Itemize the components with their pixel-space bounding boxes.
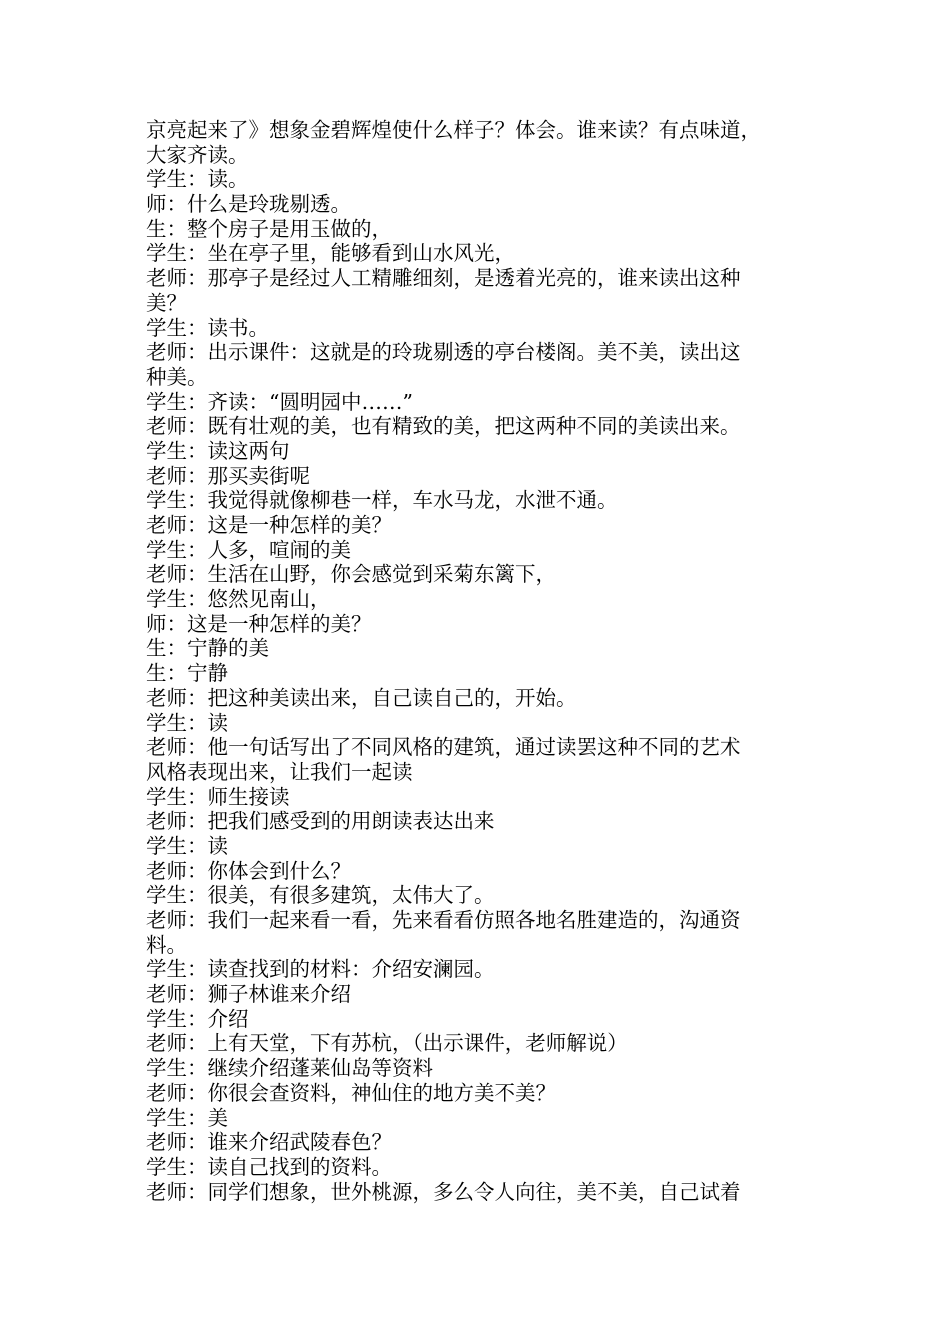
text-line: 老师：那买卖街呢 [146, 463, 310, 488]
text-line: 老师：同学们想象，世外桃源，多么令人向往，美不美，自己试着 [146, 1179, 741, 1204]
text-line: 学生：读查找到的材料：介绍安澜园。 [146, 957, 495, 982]
text-line: 老师：出示课件：这就是的玲珑剔透的亭台楼阁。美不美，读出这 [146, 340, 741, 365]
text-line: 美？ [146, 290, 187, 315]
text-line: 学生：继续介绍蓬莱仙岛等资料 [146, 1056, 433, 1081]
text-line: 老师：上有天堂，下有苏杭，（出示课件，老师解说） [146, 1031, 628, 1056]
text-line: 学生：人多，喧闹的美 [146, 537, 351, 562]
text-line: 生：宁静的美 [146, 636, 269, 661]
text-line: 学生：很美，有很多建筑，太伟大了。 [146, 883, 495, 908]
text-line: 生：整个房子是用玉做的， [146, 216, 392, 241]
text-line: 风格表现出来，让我们一起读 [146, 759, 413, 784]
text-line: 学生：我觉得就像柳巷一样，车水马龙，水泄不通。 [146, 488, 618, 513]
text-line: 老师：生活在山野，你会感觉到采菊东篱下， [146, 562, 556, 587]
text-line: 种美。 [146, 364, 208, 389]
text-line: 老师：你体会到什么？ [146, 858, 351, 883]
text-line: 学生：悠然见南山， [146, 587, 331, 612]
text-line: 学生：读书。 [146, 315, 269, 340]
text-line: 学生：介绍 [146, 1006, 249, 1031]
text-line: 料。 [146, 932, 187, 957]
text-line: 老师：把我们感受到的用朗读表达出来 [146, 809, 495, 834]
text-line: 学生：读 [146, 710, 228, 735]
text-line: 师：这是一种怎样的美？ [146, 611, 372, 636]
text-line: 大家齐读。 [146, 142, 249, 167]
text-line: 老师：他一句话写出了不同风格的建筑，通过读罢这种不同的艺术 [146, 735, 741, 760]
text-line: 老师：既有壮观的美，也有精致的美，把这两种不同的美读出来。 [146, 414, 741, 439]
text-line: 老师：你很会查资料，神仙住的地方美不美？ [146, 1080, 556, 1105]
text-line: 学生：齐读：“圆明园中……” [146, 389, 413, 414]
text-line: 京亮起来了》想象金碧辉煌使什么样子？体会。谁来读？有点味道， [146, 118, 761, 142]
text-line: 学生：读自己找到的资料。 [146, 1154, 392, 1179]
document-body [146, 118, 836, 1204]
text-line: 学生：读这两句 [146, 438, 290, 463]
text-line: 老师：把这种美读出来，自己读自己的，开始。 [146, 685, 577, 710]
text-line: 老师：我们一起来看一看，先来看看仿照各地名胜建造的，沟通资 [146, 908, 741, 932]
text-line: 学生：读 [146, 833, 228, 858]
text-line: 老师：狮子林谁来介绍 [146, 982, 351, 1007]
text-line: 学生：师生接读 [146, 784, 290, 809]
text-line: 学生：坐在亭子里，能够看到山水风光， [146, 241, 515, 266]
text-line: 学生：美 [146, 1105, 228, 1130]
text-line: 老师：这是一种怎样的美？ [146, 513, 392, 537]
text-line: 师：什么是玲珑剔透。 [146, 192, 351, 217]
text-line: 学生：读。 [146, 167, 249, 192]
text-line: 老师：那亭子是经过人工精雕细刻，是透着光亮的，谁来读出这种 [146, 266, 741, 291]
text-line: 老师：谁来介绍武陵春色？ [146, 1130, 392, 1155]
text-line: 生：宁静 [146, 661, 228, 686]
